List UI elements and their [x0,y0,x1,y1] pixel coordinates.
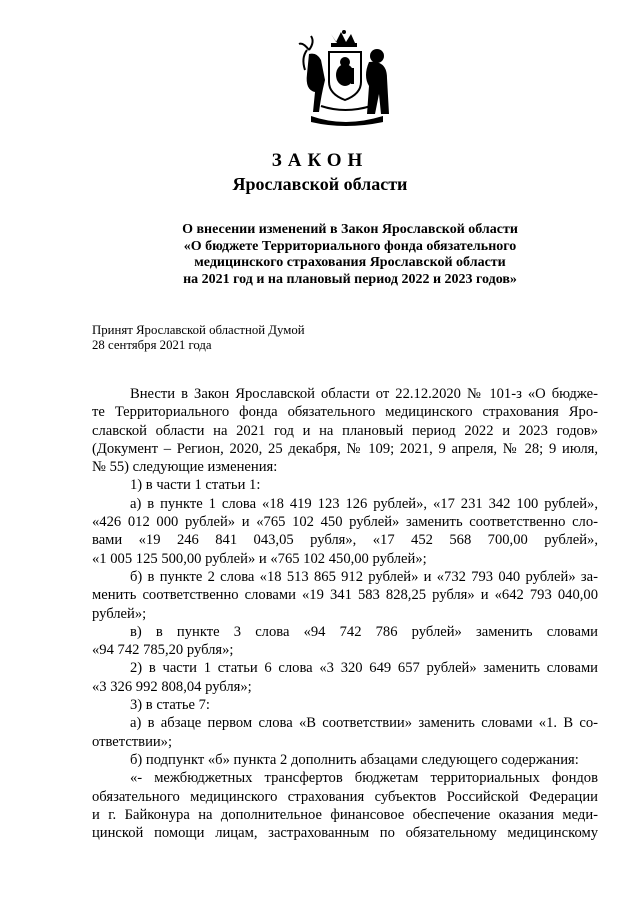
body-line: «1 005 125 500,00 рублей» и «765 102 450,00 рублей»; [92,550,427,567]
law-title: ЗАКОН [271,150,369,171]
body-line: и г. Байконура на дополнительное финансовое обеспечение оказания меди- [92,806,598,823]
subject-line: медицинского страхования Ярославской области [194,255,506,271]
body-line: 3) в статье 7: [130,697,210,714]
body-line: 1) в части 1 статьи 1: [130,477,261,494]
adoption-note [92,323,305,353]
body-line: «3 326 992 808,04 рубля»; [92,678,252,695]
law-body [92,385,598,842]
subject-line: «О бюджете Территориального фонда обязательного [183,238,517,254]
body-line: 2) в части 1 статьи 6 слова «3 320 649 657 рублей» заменить словами [130,660,598,677]
body-line: ответствии»; [92,733,173,750]
body-line: № 55) следующие изменения: [92,459,278,476]
coat-of-arms-icon [291,30,401,130]
body-line: а) в абзаце первом слова «В соответствии» заменить словами «1. В со- [130,715,598,732]
adoption-date: 28 сентября 2021 года [92,338,212,352]
adopted-by: Принят Ярославской областной Думой [92,323,305,337]
body-line: б) в пункте 2 слова «18 513 865 912 рублей» и «732 793 040 рублей» за- [130,568,598,585]
body-line: рублей»; [92,605,147,622]
body-line: «426 012 000 рублей» и «765 102 450 рублей» заменить соответственно сло- [92,514,598,531]
body-line: вами «19 246 841 043,05 рубля», «17 452 568 700,00 рублей», [92,532,598,549]
body-line: «- межбюджетных трансфертов бюджетам территориальных фондов [130,770,598,787]
law-subject [90,222,610,288]
body-line: в) в пункте 3 слова «94 742 786 рублей» заменить словами [130,623,598,640]
body-line: а) в пункте 1 слова «18 419 123 126 рублей», «17 231 342 100 рублей», [130,495,598,512]
body-line: обязательного медицинского страхования субъектов Российской Федерации [92,788,598,805]
region-name: Ярославской области [232,174,408,194]
subject-line: О внесении изменений в Закон Ярославской области [182,222,518,237]
body-line: (Документ – Регион, 2020, 25 декабря, № 109; 2021, 9 апреля, № 28; 9 июля, [92,440,598,457]
body-line: славской области на 2021 год и на плановый период 2022 и 2023 годов» [92,422,598,439]
body-line: «94 742 785,20 рубля»; [92,642,234,659]
body-line: Внести в Закон Ярославской области от 22.12.2020 № 101-з «О бюдже- [130,386,598,402]
body-line: менить соответственно словами «19 341 583 828,25 рубля» и «642 793 040,00 [92,587,598,604]
subject-line: на 2021 год и на плановый период 2022 и 2023 годов» [183,271,517,287]
body-line: цинской помощи лицам, застрахованным по обязательному медицинскому [92,825,598,842]
body-line: б) подпункт «б» пункта 2 дополнить абзацами следующего содержания: [130,751,579,768]
body-line: те Территориального фонда обязательного медицинского страхования Яро- [92,404,598,421]
